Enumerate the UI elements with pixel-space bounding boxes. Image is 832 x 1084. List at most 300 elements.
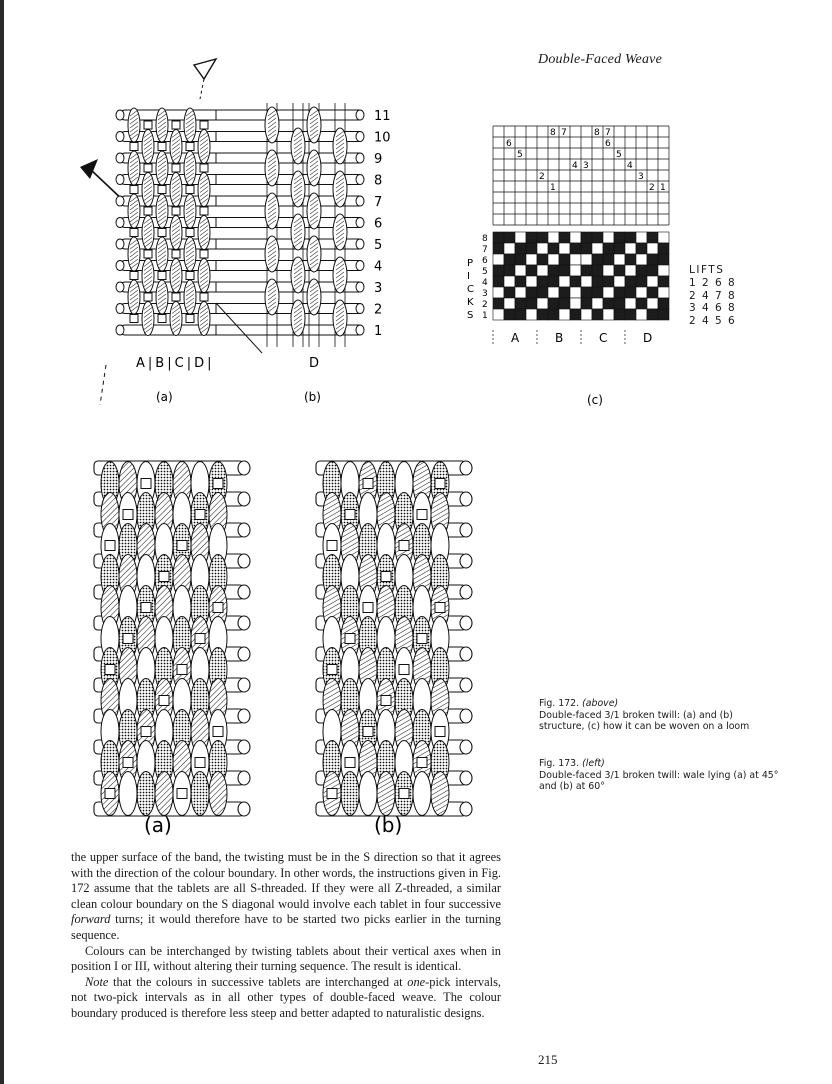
pattern-cell (625, 243, 636, 254)
warp-knot (105, 665, 115, 675)
pick-number-labels (374, 109, 391, 339)
text-run: turns; it would therefore have to be started two picks earlier in the turning sequence. (71, 912, 501, 942)
pattern-cell (658, 276, 669, 287)
pattern-cell (581, 287, 592, 298)
emphasis: forward (71, 912, 111, 927)
pattern-cell (504, 254, 515, 265)
pattern-cell (625, 232, 636, 243)
pick-row-number: 7 (482, 245, 488, 255)
warp-knot (435, 479, 445, 489)
emphasis: Note (85, 974, 109, 989)
pick-row-number: 6 (482, 256, 488, 266)
pattern-cell (647, 254, 658, 265)
grid-number: 4 (572, 161, 578, 171)
pattern-grid (493, 232, 669, 320)
pick-row-number: 3 (482, 289, 488, 299)
label-a-groups: A | B | C | D | (136, 356, 212, 371)
warp-knot (144, 164, 152, 172)
warp-knot (144, 250, 152, 258)
warp-knot (172, 293, 180, 301)
warp-knot (186, 186, 194, 194)
pick-row-number: 1 (482, 311, 488, 321)
pattern-cell (603, 243, 614, 254)
grid-number: 6 (506, 139, 512, 149)
pattern-cell (658, 309, 669, 320)
lift-row: 2 4 7 8 (689, 289, 737, 302)
pattern-cell (658, 265, 669, 276)
pattern-cell (614, 232, 625, 243)
pattern-cell (658, 287, 669, 298)
pick-number: 2 (374, 302, 383, 318)
pattern-cell (559, 254, 570, 265)
pattern-cell (603, 232, 614, 243)
book-spine-shadow (0, 0, 4, 1084)
caption-number: Fig. 173. (539, 758, 580, 769)
warp-knot (200, 207, 208, 215)
warp-knot (144, 207, 152, 215)
grid-number: 8 (550, 128, 556, 138)
emphasis: one (407, 974, 426, 989)
pattern-cell (526, 254, 537, 265)
pattern-cell (581, 254, 592, 265)
pattern-cell (526, 298, 537, 309)
pattern-cell (625, 287, 636, 298)
pattern-cell (636, 243, 647, 254)
warp-knot (381, 572, 391, 582)
warp-knot (213, 603, 223, 613)
pick-end (238, 461, 250, 475)
pattern-cell (636, 276, 647, 287)
pattern-cell (636, 254, 647, 265)
pattern-cell (504, 276, 515, 287)
pick-end (356, 132, 364, 142)
pattern-cell (592, 243, 603, 254)
pattern-cell (581, 265, 592, 276)
pick-end (238, 740, 250, 754)
warp-knot (345, 634, 355, 644)
pick-end (460, 709, 472, 723)
pattern-cell (559, 287, 570, 298)
warp-knot (399, 789, 409, 799)
pattern-cell (537, 298, 548, 309)
picks-letter: P (467, 258, 474, 269)
warp-knot (158, 186, 166, 194)
warp-knot (363, 479, 373, 489)
pattern-cell (614, 309, 625, 320)
pattern-cell (515, 309, 526, 320)
warp-knot (200, 121, 208, 129)
paragraph (71, 850, 501, 944)
warp-knot (200, 164, 208, 172)
pattern-cell (658, 254, 669, 265)
pattern-cell (592, 232, 603, 243)
lifts-title: LIFTS (689, 264, 725, 276)
pattern-cell (647, 276, 658, 287)
pattern-cell (603, 309, 614, 320)
figure-173-labels (110, 808, 470, 838)
pick-number: 8 (374, 173, 383, 189)
grid-number: 1 (660, 183, 666, 193)
pattern-cell (493, 254, 504, 265)
pattern-cell (515, 287, 526, 298)
warp-knot (186, 143, 194, 151)
pattern-cell (504, 309, 515, 320)
pattern-cell (603, 276, 614, 287)
pattern-cell (526, 287, 537, 298)
warp-knot (195, 510, 205, 520)
sublabel-173b: (b) (374, 813, 403, 837)
tablet-group: D (643, 331, 653, 345)
pick-end (116, 218, 124, 228)
pattern-cell (515, 265, 526, 276)
pattern-cell (592, 287, 603, 298)
picks-letter: C (467, 284, 474, 295)
pick-end (238, 585, 250, 599)
pattern-cell (625, 265, 636, 276)
pick-row-numbers (482, 234, 488, 321)
pattern-cell (570, 287, 581, 298)
grid-number: 6 (605, 139, 611, 149)
pattern-cell (493, 309, 504, 320)
pick-end (460, 585, 472, 599)
pattern-cell (548, 254, 559, 265)
pick-end (116, 239, 124, 249)
pattern-cell (614, 254, 625, 265)
picks-label (467, 258, 474, 321)
grid-number: 3 (638, 172, 644, 182)
pattern-cell (526, 243, 537, 254)
pattern-cell (592, 298, 603, 309)
pattern-cell (515, 243, 526, 254)
grid-number: 2 (539, 172, 545, 182)
pick-row-number: 5 (482, 267, 488, 277)
weft-pick (216, 110, 360, 120)
pick-number: 6 (374, 216, 383, 232)
warp-knot (130, 272, 138, 280)
warp-knot (327, 789, 337, 799)
pick-end (460, 461, 472, 475)
grid-number: 7 (561, 128, 567, 138)
warp-knot (130, 229, 138, 237)
pattern-cell (559, 243, 570, 254)
warp-knot (172, 207, 180, 215)
caption-text: Double-faced 3/1 broken twill: (a) and (b) structure, (c) how it can be woven on a loom (539, 709, 750, 733)
pattern-cell (581, 298, 592, 309)
pick-end (356, 282, 364, 292)
caption-fig-172 (539, 698, 779, 733)
warp-knot (172, 164, 180, 172)
pattern-cell (614, 287, 625, 298)
pattern-cell (504, 243, 515, 254)
warp-knot (123, 510, 133, 520)
grid-number: 5 (616, 150, 622, 160)
pick-end (460, 740, 472, 754)
pattern-cell (647, 265, 658, 276)
pattern-cell (647, 309, 658, 320)
pick-number: 11 (374, 109, 391, 124)
pick-end (356, 175, 364, 185)
group-label: C (174, 356, 184, 371)
pick-end (116, 261, 124, 271)
pick-row-number: 2 (482, 300, 488, 310)
pick-end (356, 218, 364, 228)
pick-end (356, 196, 364, 206)
pick-end (238, 771, 250, 785)
pattern-cell (559, 276, 570, 287)
pattern-cell (614, 276, 625, 287)
group-label: B (155, 356, 165, 371)
group-label: A (136, 356, 145, 371)
pick-number: 9 (374, 152, 383, 167)
warp-knot (141, 479, 151, 489)
sublabel-c: (c) (587, 393, 603, 407)
warp-knot (141, 603, 151, 613)
warp-knot (130, 186, 138, 194)
pattern-cell (581, 276, 592, 287)
pattern-cell (658, 232, 669, 243)
running-head: Double-Faced Weave (538, 52, 662, 67)
warp-knot (172, 121, 180, 129)
warp-knot (200, 293, 208, 301)
caption-text: Double-faced 3/1 broken twill: wale lying (a) at 45° and (b) at 60° (539, 769, 779, 793)
warp-knot (177, 665, 187, 675)
warp-knot (327, 541, 337, 551)
pattern-cell (548, 243, 559, 254)
pattern-cell (658, 243, 669, 254)
sublabel-173a: (a) (144, 813, 172, 837)
warp-knot (158, 143, 166, 151)
tablet-group-labels (493, 330, 652, 345)
pick-end (460, 616, 472, 630)
warp-knot (213, 479, 223, 489)
pattern-cell (581, 243, 592, 254)
pattern-cell (647, 287, 658, 298)
pick-end (460, 492, 472, 506)
pick-end (238, 492, 250, 506)
warp-knot (399, 541, 409, 551)
page-number: 215 (538, 1052, 558, 1067)
tablet-group: A (511, 331, 520, 345)
pattern-cell (592, 265, 603, 276)
pattern-cell (537, 243, 548, 254)
pattern-cell (493, 232, 504, 243)
pattern-cell (570, 309, 581, 320)
pattern-cell (537, 287, 548, 298)
pattern-cell (570, 276, 581, 287)
warp-knot (172, 250, 180, 258)
pick-number: 10 (374, 130, 391, 146)
pattern-cell (603, 254, 614, 265)
warp-knot (159, 696, 169, 706)
warp-knot (123, 758, 133, 768)
pattern-cell (515, 276, 526, 287)
pattern-cell (603, 287, 614, 298)
text-run: -pick intervals, not two-pick intervals as in all other types of double-faced weave. The colour boundary produced is therefore less steep and better adapted to naturalistic designs. (71, 974, 501, 1020)
sublabel-b: (b) (304, 390, 321, 404)
pick-end (238, 523, 250, 537)
pattern-cell (603, 298, 614, 309)
pick-end (238, 647, 250, 661)
pattern-cell (559, 309, 570, 320)
pattern-cell (636, 265, 647, 276)
warp-knot (200, 250, 208, 258)
pattern-cell (592, 276, 603, 287)
warp-knot (130, 143, 138, 151)
grid-number: 7 (605, 128, 611, 138)
pattern-cell (493, 265, 504, 276)
pick-number: 1 (374, 324, 383, 339)
pattern-cell (647, 232, 658, 243)
pattern-cell (526, 265, 537, 276)
grid-number: 1 (550, 183, 556, 193)
text-run: the upper surface of the band, the twisting must be in the S direction so that it agrees with the direction of the colour boundary. In other words, the instructions given in Fig. 172 assume that the tablets are all S-threaded. If they were all Z-threaded, a similar clean colour boundary on the S diagonal would involve each tablet in four successive (71, 850, 501, 911)
pick-end (460, 554, 472, 568)
figure-172-draft-grid (455, 118, 675, 408)
warp-knot (105, 541, 115, 551)
text-run: that the colours in successive tablets are interchanged at (113, 974, 403, 989)
dashed-guide (100, 365, 106, 405)
pattern-cell (548, 309, 559, 320)
pattern-cell (493, 276, 504, 287)
pattern-cell (537, 232, 548, 243)
pattern-cell (570, 232, 581, 243)
grid-number: 5 (517, 150, 523, 160)
warp-knot (144, 121, 152, 129)
picks-letter: I (467, 271, 470, 282)
pattern-cell (647, 298, 658, 309)
pick-number: 5 (374, 238, 383, 253)
pattern-cell (636, 309, 647, 320)
warp-knot (399, 665, 409, 675)
pick-end (116, 175, 124, 185)
pattern-cell (493, 243, 504, 254)
pick-number: 7 (374, 195, 383, 210)
pick-end (116, 196, 124, 206)
pick-end (460, 678, 472, 692)
warp-knot (158, 272, 166, 280)
lift-row: 1 2 6 8 (689, 276, 737, 289)
pattern-cell (592, 309, 603, 320)
grid-number: 2 (649, 183, 655, 193)
figure-173a-band (88, 440, 258, 840)
pick-end (116, 304, 124, 314)
warp-knot (186, 315, 194, 323)
warp-knot (345, 510, 355, 520)
pattern-cell (537, 254, 548, 265)
warp-knot (435, 603, 445, 613)
pattern-cell (548, 298, 559, 309)
pattern-cell (504, 298, 515, 309)
pattern-cell (636, 298, 647, 309)
pick-end (116, 153, 124, 163)
pattern-cell (647, 243, 658, 254)
grid-number: 3 (583, 161, 589, 171)
pattern-cell (526, 276, 537, 287)
warp-knot (417, 634, 427, 644)
pick-end (116, 110, 124, 120)
lift-row: 2 4 5 6 (689, 315, 737, 328)
pick-end (356, 261, 364, 271)
pattern-cell (526, 309, 537, 320)
pattern-cell (493, 287, 504, 298)
warp-knot (177, 541, 187, 551)
pattern-cell (570, 243, 581, 254)
warp-knot (363, 603, 373, 613)
pick-end (356, 153, 364, 163)
pick-end (460, 523, 472, 537)
pick-end (460, 771, 472, 785)
paragraph: Colours can be interchanged by twisting tablets about their vertical axes when in position I or III, without altering their turning sequence. The result is identical. (71, 943, 501, 974)
warp-knot (159, 572, 169, 582)
group-label: D (194, 356, 205, 371)
warp-knot (186, 272, 194, 280)
pick-end (238, 709, 250, 723)
warp-knot (417, 758, 427, 768)
tablet-group: C (599, 331, 608, 345)
direction-triangle (194, 59, 216, 99)
pattern-cell (570, 254, 581, 265)
pattern-cell (515, 232, 526, 243)
pattern-cell (614, 265, 625, 276)
pick-number: 4 (374, 259, 383, 275)
pick-end (460, 647, 472, 661)
warp-knot (195, 634, 205, 644)
warp-knot (158, 229, 166, 237)
warp-knot (130, 315, 138, 323)
caption-where: (left) (582, 758, 605, 769)
pick-number: 3 (374, 281, 383, 296)
warp-knot (144, 293, 152, 301)
pattern-cell (548, 287, 559, 298)
caption-fig-173 (539, 758, 779, 793)
pattern-cell (515, 254, 526, 265)
pattern-cell (537, 276, 548, 287)
warp-knot (345, 758, 355, 768)
pattern-cell (537, 309, 548, 320)
warp-knot (213, 727, 223, 737)
pick-end (238, 678, 250, 692)
lifts-table (689, 264, 736, 328)
pick-end (116, 132, 124, 142)
warp-knot (186, 229, 194, 237)
pick-end (356, 110, 364, 120)
warp-knot (381, 696, 391, 706)
pattern-cell (504, 287, 515, 298)
pattern-cell (603, 265, 614, 276)
picks-letter: S (467, 310, 474, 321)
warp-knot (177, 789, 187, 799)
pattern-cell (526, 232, 537, 243)
pattern-cell (625, 254, 636, 265)
pattern-cell (625, 276, 636, 287)
pattern-cell (548, 265, 559, 276)
warp-knot (363, 727, 373, 737)
pattern-cell (581, 309, 592, 320)
pattern-cell (625, 298, 636, 309)
pattern-cell (636, 287, 647, 298)
warp-knot (158, 315, 166, 323)
warp-knot (327, 665, 337, 675)
pattern-cell (592, 254, 603, 265)
caption-where: (above) (582, 698, 619, 709)
pattern-cell (493, 298, 504, 309)
pattern-cell (559, 232, 570, 243)
body-text (71, 850, 501, 1022)
pattern-cell (614, 298, 625, 309)
pattern-cell (504, 232, 515, 243)
pattern-cell (658, 298, 669, 309)
pattern-cell (581, 232, 592, 243)
